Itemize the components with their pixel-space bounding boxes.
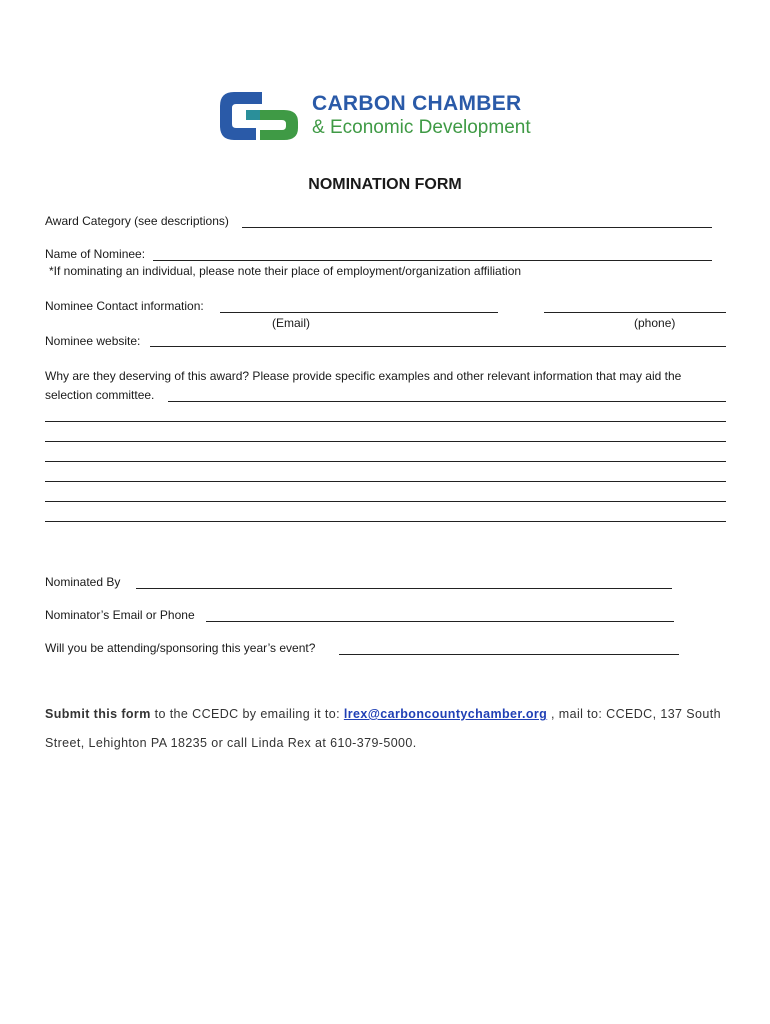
- nominated-by-field[interactable]: [136, 588, 672, 589]
- page-title: NOMINATION FORM: [308, 176, 462, 193]
- submit-text-after-email: , mail to: CCEDC, 137 South: [547, 707, 721, 721]
- brand-name-line2: & Economic Development: [312, 117, 531, 138]
- website-label: Nominee website:: [45, 334, 141, 348]
- award-category-label: Award Category (see descriptions): [45, 214, 229, 228]
- brand-name-line1: CARBON CHAMBER: [312, 92, 522, 115]
- why-deserving-field-line[interactable]: [45, 441, 726, 442]
- nominated-by-label: Nominated By: [45, 575, 121, 589]
- attending-label: Will you be attending/sponsoring this year’s event?: [45, 641, 316, 655]
- phone-caption: (phone): [634, 316, 676, 330]
- why-deserving-label-line1: Why are they deserving of this award? Please provide specific examples and other relevant information that may aid the: [45, 369, 682, 383]
- nominator-contact-label: Nominator’s Email or Phone: [45, 608, 195, 622]
- submit-instructions-line2: Street, Lehighton PA 18235 or call Linda Rex at 610-379-5000.: [45, 736, 417, 750]
- nominee-website-field[interactable]: [150, 346, 726, 347]
- submit-instructions-line1: [45, 707, 721, 721]
- carbon-chamber-logo-mark: [216, 88, 304, 144]
- submit-text-before-email: to the CCEDC by emailing it to:: [150, 707, 344, 721]
- contact-label: Nominee Contact information:: [45, 299, 204, 313]
- email-caption: (Email): [272, 316, 310, 330]
- why-deserving-label-line2: selection committee.: [45, 388, 155, 402]
- why-deserving-field-line[interactable]: [168, 401, 726, 402]
- nominee-name-label: Name of Nominee:: [45, 247, 146, 261]
- nominee-email-field[interactable]: [220, 312, 498, 313]
- logo: [216, 88, 531, 149]
- why-deserving-field-line[interactable]: [45, 501, 726, 502]
- submit-lead: Submit this form: [45, 707, 151, 721]
- why-deserving-field-line[interactable]: [45, 421, 726, 422]
- why-deserving-field-line[interactable]: [45, 461, 726, 462]
- award-category-field[interactable]: [242, 227, 712, 228]
- nominee-note: *If nominating an individual, please note their place of employment/organization affiliation: [49, 264, 522, 278]
- nominator-contact-field[interactable]: [206, 621, 674, 622]
- nominee-name-field[interactable]: [153, 260, 712, 261]
- submit-email-link[interactable]: lrex@carboncountychamber.org: [343, 707, 548, 721]
- nominee-phone-field[interactable]: [544, 312, 726, 313]
- why-deserving-field-line[interactable]: [45, 481, 726, 482]
- attending-field[interactable]: [339, 654, 679, 655]
- why-deserving-field-line[interactable]: [45, 521, 726, 522]
